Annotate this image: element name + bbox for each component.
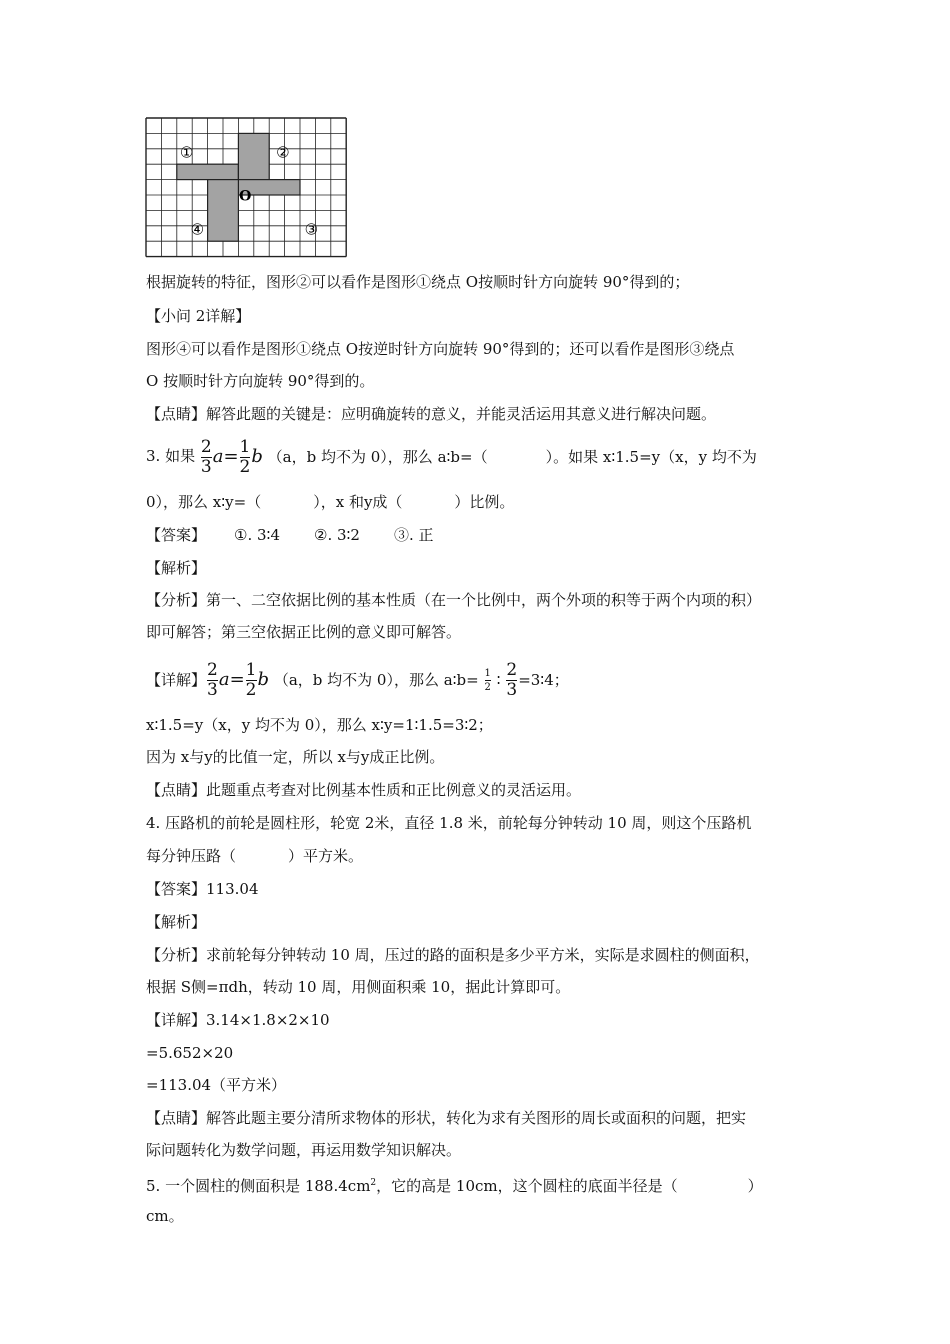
q4-line-1: 4. 压路机的前轮是圆柱形，轮宽 2米，直径 1.8 米，前轮每分钟转动 10 周，则这个压路机 bbox=[146, 814, 752, 832]
tip-1: 【点睛】解答此题的关键是：应明确旋转的意义，并能灵活运用其意义进行解决问题。 bbox=[146, 405, 717, 423]
q3-detail-var-a: a bbox=[218, 669, 230, 690]
q4-analysis-1: 【分析】求前轮每分钟转动 10 周，压过的路的面积是多少平方米，实际是求圆柱的侧面积， bbox=[146, 946, 760, 964]
q4-tip-1: 【点睛】解答此题主要分清所求物体的形状，转化为求有关图形的周长或面积的问题，把实 bbox=[146, 1109, 747, 1127]
shape-4-rect bbox=[208, 180, 239, 242]
rotation-grid-figure bbox=[145, 117, 349, 259]
q3-analysis-2: 即可解答；第三空依据正比例的意义即可解答。 bbox=[146, 623, 462, 641]
q3-detail-equals: = bbox=[229, 669, 245, 690]
q5-line-1 bbox=[146, 1172, 763, 1197]
shape-1-label: ① bbox=[179, 143, 194, 162]
q3-rest-1: （a，b 均不为 0），那么 a∶b=（ bbox=[267, 448, 488, 466]
q3-detail-frac2-num: 2 bbox=[506, 659, 518, 680]
q3-detail-end: =3∶4； bbox=[518, 671, 569, 689]
q5-line-1-a: 5. 一个圆柱的侧面积是 188.4cm bbox=[146, 1177, 371, 1195]
q3-detail-1 bbox=[146, 656, 569, 703]
q3-detail-frac-left-num: 2 bbox=[207, 659, 218, 680]
q4-answer: 【答案】113.04 bbox=[146, 880, 259, 898]
q3-line-2-b: ），x 和y成（ bbox=[313, 493, 403, 511]
q4-detail-2: =5.652×20 bbox=[146, 1044, 234, 1062]
q3-line-2-a: 0），那么 x∶y=（ bbox=[146, 493, 262, 511]
q3-detail-frac-right-num: 1 bbox=[245, 659, 257, 680]
q3-detail-small-fraction bbox=[485, 668, 491, 693]
rotation-note: 根据旋转的特征，图形②可以看作是图形①绕点 O按顺时针方向旋转 90°得到的； bbox=[146, 273, 690, 291]
q5-superscript: 2 bbox=[370, 1178, 377, 1188]
q3-jiexi: 【解析】 bbox=[146, 559, 207, 577]
q4-tip-2: 际问题转化为数学问题，再运用数学知识解决。 bbox=[146, 1141, 462, 1159]
q3-tip: 【点睛】此题重点考查对比例基本性质和正比例意义的灵活运用。 bbox=[146, 781, 582, 799]
sub2-line-1: 图形④可以看作是图形①绕点 O按逆时针方向旋转 90°得到的；还可以看作是图形③绕点 bbox=[146, 340, 735, 358]
q3-frac-right-den: 2 bbox=[239, 456, 251, 477]
q5-line-1-b: ，它的高是 10cm，这个圆柱的底面半径是（ bbox=[376, 1177, 678, 1195]
q3-detail-fraction-right bbox=[245, 659, 257, 700]
shape-1-rect bbox=[177, 164, 239, 179]
q3-answer bbox=[146, 524, 434, 546]
q3-frac-left-den: 3 bbox=[200, 456, 212, 477]
q3-detail-label: 【详解】 bbox=[146, 671, 207, 689]
q4-detail-1: 【详解】3.14×1.8×2×10 bbox=[146, 1011, 330, 1029]
q4-line-2-b: ）平方米。 bbox=[288, 847, 364, 865]
q3-var-a: a bbox=[212, 446, 224, 467]
q3-line-2-c: ）比例。 bbox=[454, 493, 515, 511]
shape-4-label: ④ bbox=[190, 220, 205, 239]
q3-detail-frac-left-den: 3 bbox=[207, 679, 218, 700]
q3-analysis-1: 【分析】第一、二空依据比例的基本性质（在一个比例中，两个外项的积等于两个内项的积） bbox=[146, 591, 762, 609]
q3-fraction-left bbox=[200, 436, 212, 477]
q3-detail-frac2-den: 3 bbox=[506, 679, 518, 700]
q3-var-b: b bbox=[251, 446, 263, 467]
q4-detail-3: =113.04（平方米） bbox=[146, 1076, 287, 1094]
q3-answer-1: ①. 3∶4 bbox=[234, 526, 280, 544]
q3-detail-3: 因为 x与y的比值一定，所以 x与y成正比例。 bbox=[146, 748, 445, 766]
q3-answer-label: 【答案】 bbox=[146, 526, 207, 544]
q4-line-2-a: 每分钟压路（ bbox=[146, 847, 237, 865]
shape-3-label: ③ bbox=[304, 220, 319, 239]
shape-2-label: ② bbox=[276, 143, 290, 162]
q3-detail-mid: （a，b 均不为 0），那么 a∶b= bbox=[273, 671, 479, 689]
q5-line-2: cm。 bbox=[146, 1207, 184, 1225]
q3-equals: = bbox=[223, 446, 239, 467]
q4-line-2 bbox=[146, 845, 363, 867]
q3-frac-right-num: 1 bbox=[239, 436, 251, 457]
center-point-label: O bbox=[239, 188, 252, 205]
q3-line-1 bbox=[146, 433, 757, 480]
q3-detail-fraction-left bbox=[207, 659, 218, 700]
sub2-heading: 【小问 2详解】 bbox=[146, 307, 251, 325]
q3-line-2 bbox=[146, 491, 514, 513]
q3-rest-1-close: ）。如果 x∶1.5=y（x，y 均不为 bbox=[545, 448, 757, 466]
q3-answer-2: ②. 3∶2 bbox=[314, 526, 360, 544]
sub2-line-2: O 按顺时针方向旋转 90°得到的。 bbox=[146, 372, 375, 390]
q3-detail-colon: ∶ bbox=[496, 671, 501, 689]
q3-detail-2: x∶1.5=y（x，y 均不为 0），那么 x∶y=1∶1.5=3∶2； bbox=[146, 716, 493, 734]
q4-jiexi: 【解析】 bbox=[146, 913, 207, 931]
shape-2-rect bbox=[238, 133, 269, 179]
q3-small-frac-num: 1 bbox=[484, 667, 491, 679]
q3-detail-fraction-2 bbox=[506, 659, 518, 700]
q3-small-frac-den: 2 bbox=[484, 681, 491, 693]
q3-detail-var-b: b bbox=[257, 669, 270, 690]
q3-detail-frac-right-den: 2 bbox=[245, 679, 257, 700]
q3-fraction-right bbox=[239, 436, 251, 477]
q3-prefix: 3. 如果 bbox=[146, 447, 196, 465]
q3-answer-3: ③. 正 bbox=[393, 526, 434, 544]
q3-frac-left-num: 2 bbox=[200, 436, 212, 457]
q5-line-1-c: ） bbox=[747, 1177, 763, 1195]
q4-analysis-2: 根据 S侧=πdh，转动 10 周，用侧面积乘 10，据此计算即可。 bbox=[146, 978, 571, 996]
